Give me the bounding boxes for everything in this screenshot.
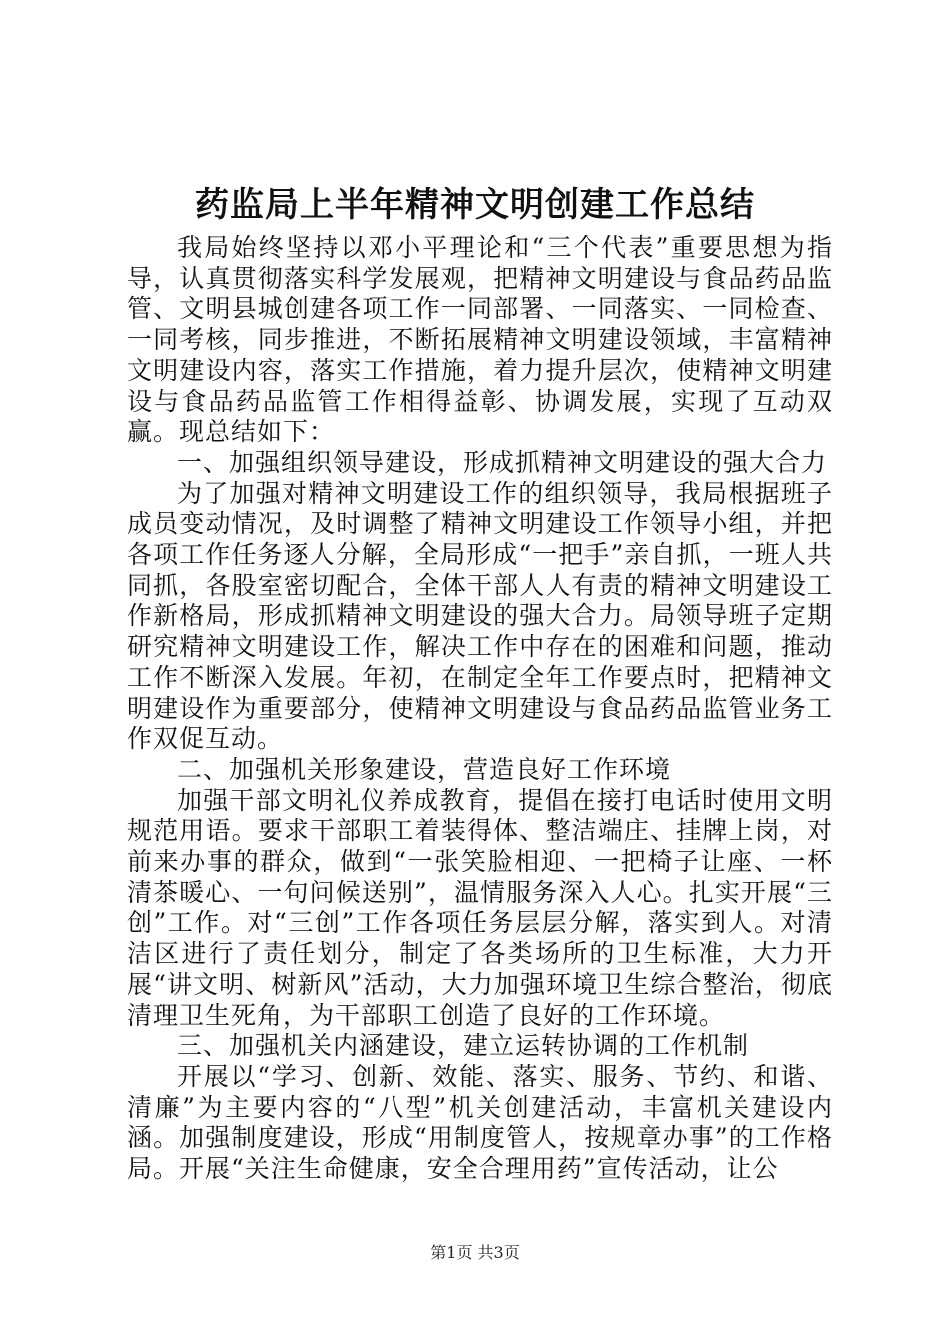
document-title: 药监局上半年精神文明创建工作总结 <box>195 185 755 225</box>
section-paragraph-1: 为了加强对精神文明建设工作的组织领导，我局根据班子成员变动情况，及时调整了精神文明建设工作领导小组，并把各项工作任务逐人分解，全局形成“一把手”亲自抓，一班人共同抓，各股室密切配合，全体干部人人有责的精神文明建设工作新格局，形成抓精神文明建设的强大合力。局领导班子定期研究精神文明建设工作，解决工作中存在的困难和问题，推动工作不断深入发展。年初，在制定全年工作要点时，把精神文明建设作为重要部分，使精神文明建设与食品药品监管业务工作双促互动。 <box>127 478 833 754</box>
section-paragraph-3: 开展以“学习、创新、效能、落实、服务、节约、和谐、清廉”为主要内容的“八型”机关创建活动，丰富机关建设内涵。加强制度建设，形成“用制度管人，按规章办事”的工作格局。开展“关注生命健康，安全合理用药”宣传活动，让公 <box>127 1061 833 1184</box>
section-heading-3: 三、加强机关内涵建设，建立运转协调的工作机制 <box>177 1031 750 1061</box>
section-paragraph-2: 加强干部文明礼仪养成教育，提倡在接打电话时使用文明规范用语。要求干部职工着装得体、整洁端庄、挂牌上岗，对前来办事的群众，做到“一张笑脸相迎、一把椅子让座、一杯清茶暖心、一句问候送别”，温情服务深入人心。扎实开展“三创”工作。对“三创”工作各项任务层层分解，落实到人。对清洁区进行了责任划分，制定了各类场所的卫生标准，大力开展“讲文明、树新风”活动，大力加强环境卫生综合整治，彻底清理卫生死角，为干部职工创造了良好的工作环境。 <box>127 785 833 1030</box>
section-heading-2: 二、加强机关形象建设，营造良好工作环境 <box>177 754 672 784</box>
page-footer: 第1页 共3页 <box>430 1243 520 1262</box>
section-heading-1: 一、加强组织领导建设，形成抓精神文明建设的强大合力 <box>177 447 828 477</box>
document-body <box>127 233 833 1185</box>
intro-paragraph: 我局始终坚持以邓小平理论和“三个代表”重要思想为指导，认真贯彻落实科学发展观，把精神文明建设与食品药品监管、文明县城创建各项工作一同部署、一同落实、一同检查、一同考核，同步推进，不断拓展精神文明建设领域，丰富精神文明建设内容，落实工作措施，着力提升层次，使精神文明建设与食品药品监管工作相得益彰、协调发展，实现了互动双赢。现总结如下： <box>127 233 833 447</box>
